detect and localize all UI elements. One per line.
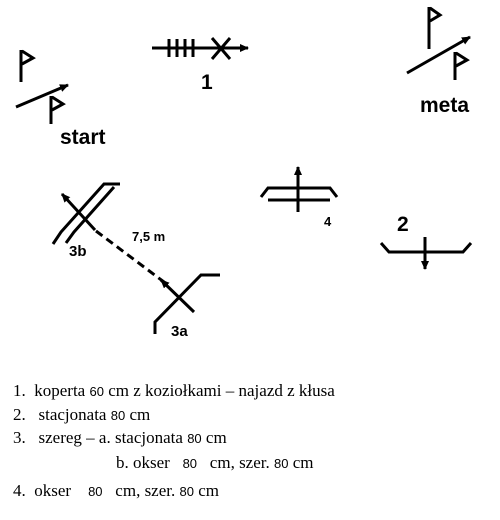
obstacle-1-symbol: [152, 38, 248, 59]
legend-item-4: [13, 481, 219, 501]
legend-text: cm: [129, 405, 151, 424]
obstacle-3b-symbol: [53, 184, 120, 244]
legend-item-3b: [116, 453, 314, 473]
start-flag-icon: [21, 50, 33, 82]
legend-text: cm: [292, 453, 314, 472]
legend-text: cm, szer.: [115, 481, 176, 500]
legend-item-3a: [13, 428, 227, 448]
obstacle-3a-label: 3a: [171, 323, 188, 340]
legend-text: szereg – a. stacjonata: [38, 428, 183, 447]
legend-text: b. okser: [116, 453, 170, 472]
finish-flag-icon: [429, 7, 440, 49]
distance-label: 7,5 m: [132, 229, 166, 244]
start-line: [16, 50, 68, 124]
legend-item-1: [13, 381, 335, 401]
legend-value: 60: [89, 384, 104, 399]
legend-text: koperta: [34, 381, 86, 400]
finish-line: [407, 7, 470, 80]
legend-value: 80: [88, 484, 103, 499]
legend-value: 80: [182, 456, 198, 471]
legend-value: 80: [274, 456, 289, 471]
obstacle-4-number: 4: [324, 214, 332, 229]
legend-text: cm z koziołkami – najazd z kłusa: [108, 381, 335, 400]
obstacle-2-symbol: [381, 237, 471, 269]
start-label: start: [60, 126, 106, 149]
finish-label: meta: [420, 94, 470, 117]
legend-value: 80: [110, 408, 126, 423]
legend-number: 1.: [13, 381, 26, 400]
legend-number: 3.: [13, 428, 26, 447]
obstacle-1-number: 1: [201, 71, 213, 94]
legend-value: 80: [179, 484, 194, 499]
legend-number: 4.: [13, 481, 26, 500]
legend-item-2: [13, 405, 150, 425]
obstacle-4-symbol: [261, 167, 337, 212]
legend-text: cm, szer.: [209, 453, 270, 472]
legend-text: okser: [34, 481, 72, 500]
legend-text: cm: [198, 481, 219, 500]
obstacle-3b-label: 3b: [69, 243, 87, 260]
legend-value: 80: [187, 431, 202, 446]
obstacle-2-number: 2: [397, 213, 409, 236]
finish-flag-icon: [455, 52, 467, 80]
start-flag-icon: [51, 96, 63, 124]
legend-text: cm: [205, 428, 227, 447]
legend-text: stacjonata: [38, 405, 107, 424]
legend-number: 2.: [13, 405, 26, 424]
